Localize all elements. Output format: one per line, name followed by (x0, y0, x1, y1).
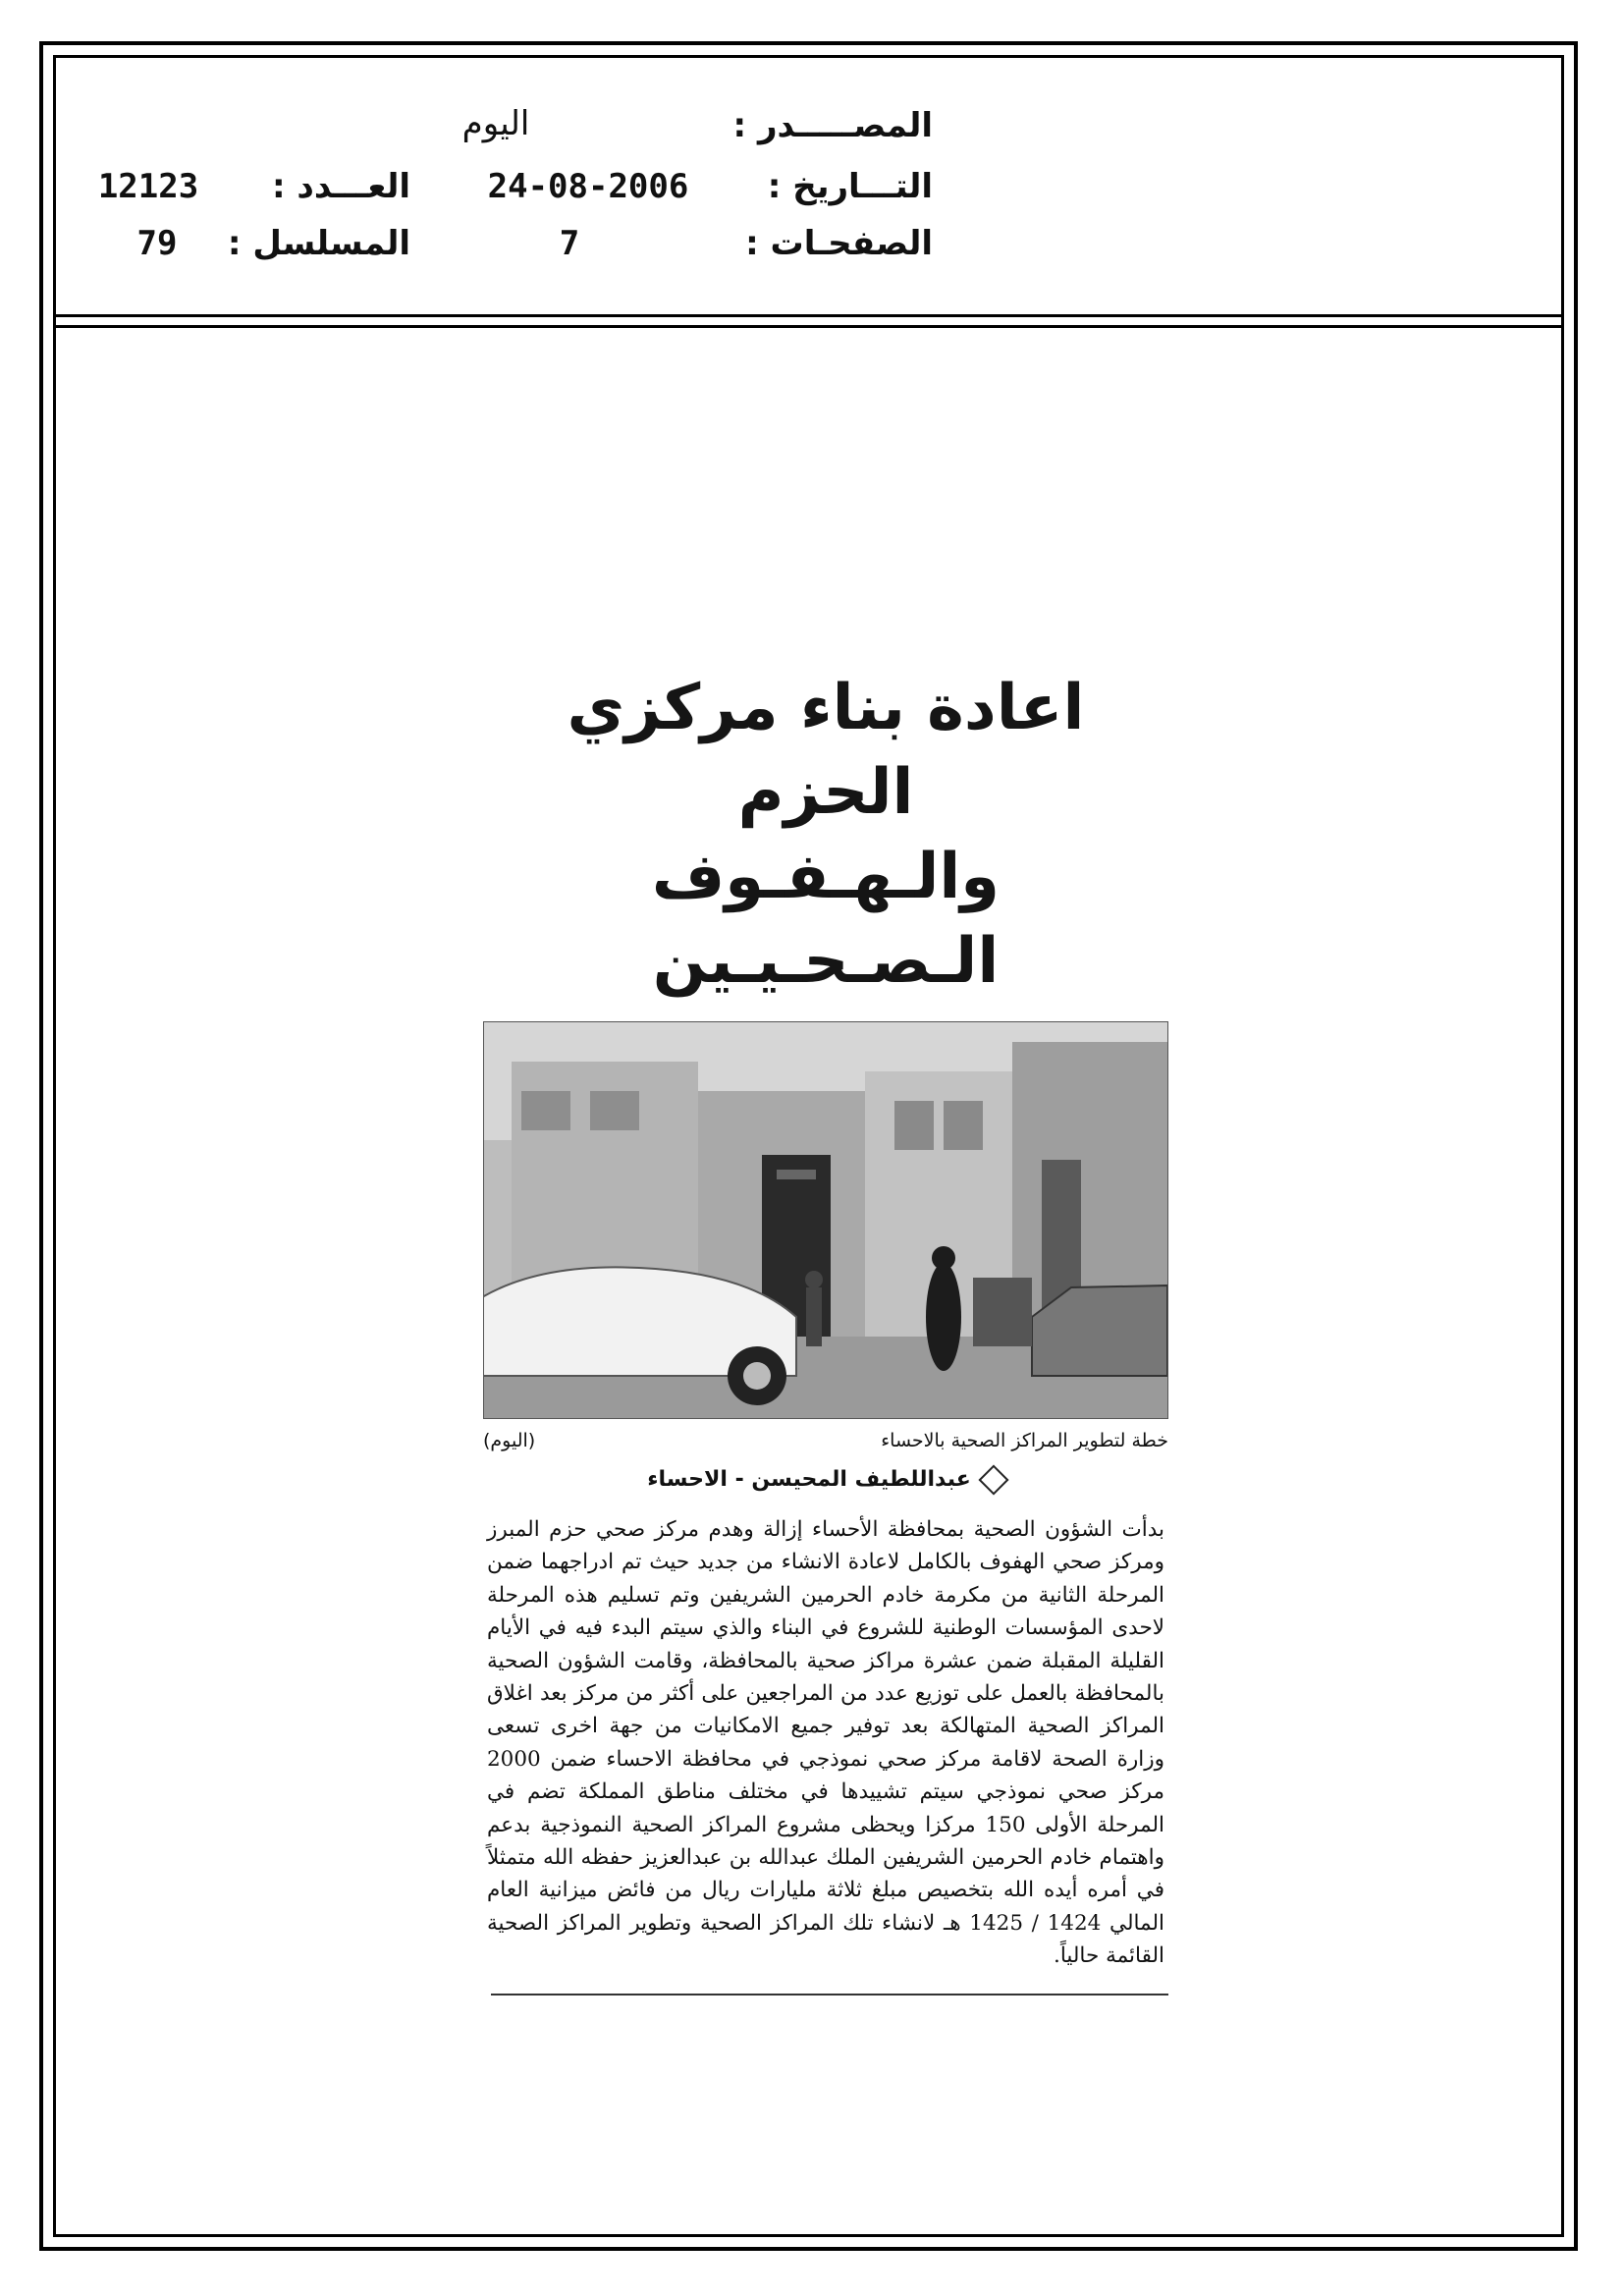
byline (483, 1466, 1168, 1494)
issue-value: 12123 (97, 167, 199, 206)
date-label: التـــاريخ : (767, 167, 933, 206)
header-divider-double (53, 325, 1564, 328)
header-divider (53, 314, 1564, 317)
issue-label: العـــدد : (272, 167, 410, 206)
pages-value: 7 (559, 224, 580, 263)
pages-label: الصفحـات : (745, 224, 933, 263)
source-label: المصـــــدر : (732, 106, 933, 145)
news-clipping (483, 666, 1168, 1995)
headline (483, 666, 1168, 1004)
diamond-bullet-icon (978, 1464, 1008, 1495)
source-value: اليوم (461, 104, 530, 143)
street-scene-image (483, 1022, 1167, 1419)
date-value: 24-08-2006 (487, 167, 689, 206)
headline-line-1: اعادة بناء مركزي الحزم (567, 672, 1085, 829)
article-photo (483, 1021, 1168, 1419)
serial-value: 79 (136, 224, 178, 263)
headline-line-2: والـهـفـوف الـصـحـيـين (651, 841, 1001, 998)
article-body: بدأت الشؤون الصحية بمحافظة الأحساء إزالة وهدم مركز صحي حزم المبرز ومركز صحي الهفوف بالكامل لاعادة الانشاء من جديد حيث تم ادراجهما ضمن المرحلة الثانية من مكرمة خادم الحرمين الشريفين وتم تسليم هذه المرحلة لاحدى المؤسسات الوطنية للشروع في البناء والذي سيتم البدء فيه في الأيام القليلة المقبلة ضمن عشرة مراكز صحية بالمحافظة، وقامت الشؤون الصحية بالمحافظة بالعمل على توزيع عدد من المراجعين على أكثر من مركز بعد اغلاق المراكز الصحية المتهالكة بعد توفير جميع الامكانيات من جهة اخرى تسعى وزارة الصحة لاقامة مركز صحي نموذجي في محافظة الاحساء ضمن 2000 مركز صحي نموذجي سيتم تشييدها في مختلف مناطق المملكة تضم في المرحلة الأولى 150 مركزا ويحظى مشروع المراكز الصحية النموذجية بدعم واهتمام خادم الحرمين الشريفين الملك عبدالله بن عبدالعزيز حفظه الله متمثلاً في أمره أيده الله بتخصيص مبلغ ثلاثة مليارات ريال من فائض ميزانية العام المالي 1424 / 1425 هـ لانشاء تلك المراكز الصحية وتطوير المراكز الصحية القائمة حالياً. (487, 1517, 1165, 1969)
photo-caption: خطة لتطوير المراكز الصحية بالاحساء (881, 1430, 1168, 1451)
byline-text: عبداللطيف المحيسن - الاحساء (647, 1467, 971, 1492)
photo-credit: (اليوم) (483, 1430, 536, 1451)
serial-label: المسلسل : (227, 224, 410, 263)
article-end-rule (491, 1994, 1168, 1995)
photo-caption-row (483, 1429, 1168, 1452)
